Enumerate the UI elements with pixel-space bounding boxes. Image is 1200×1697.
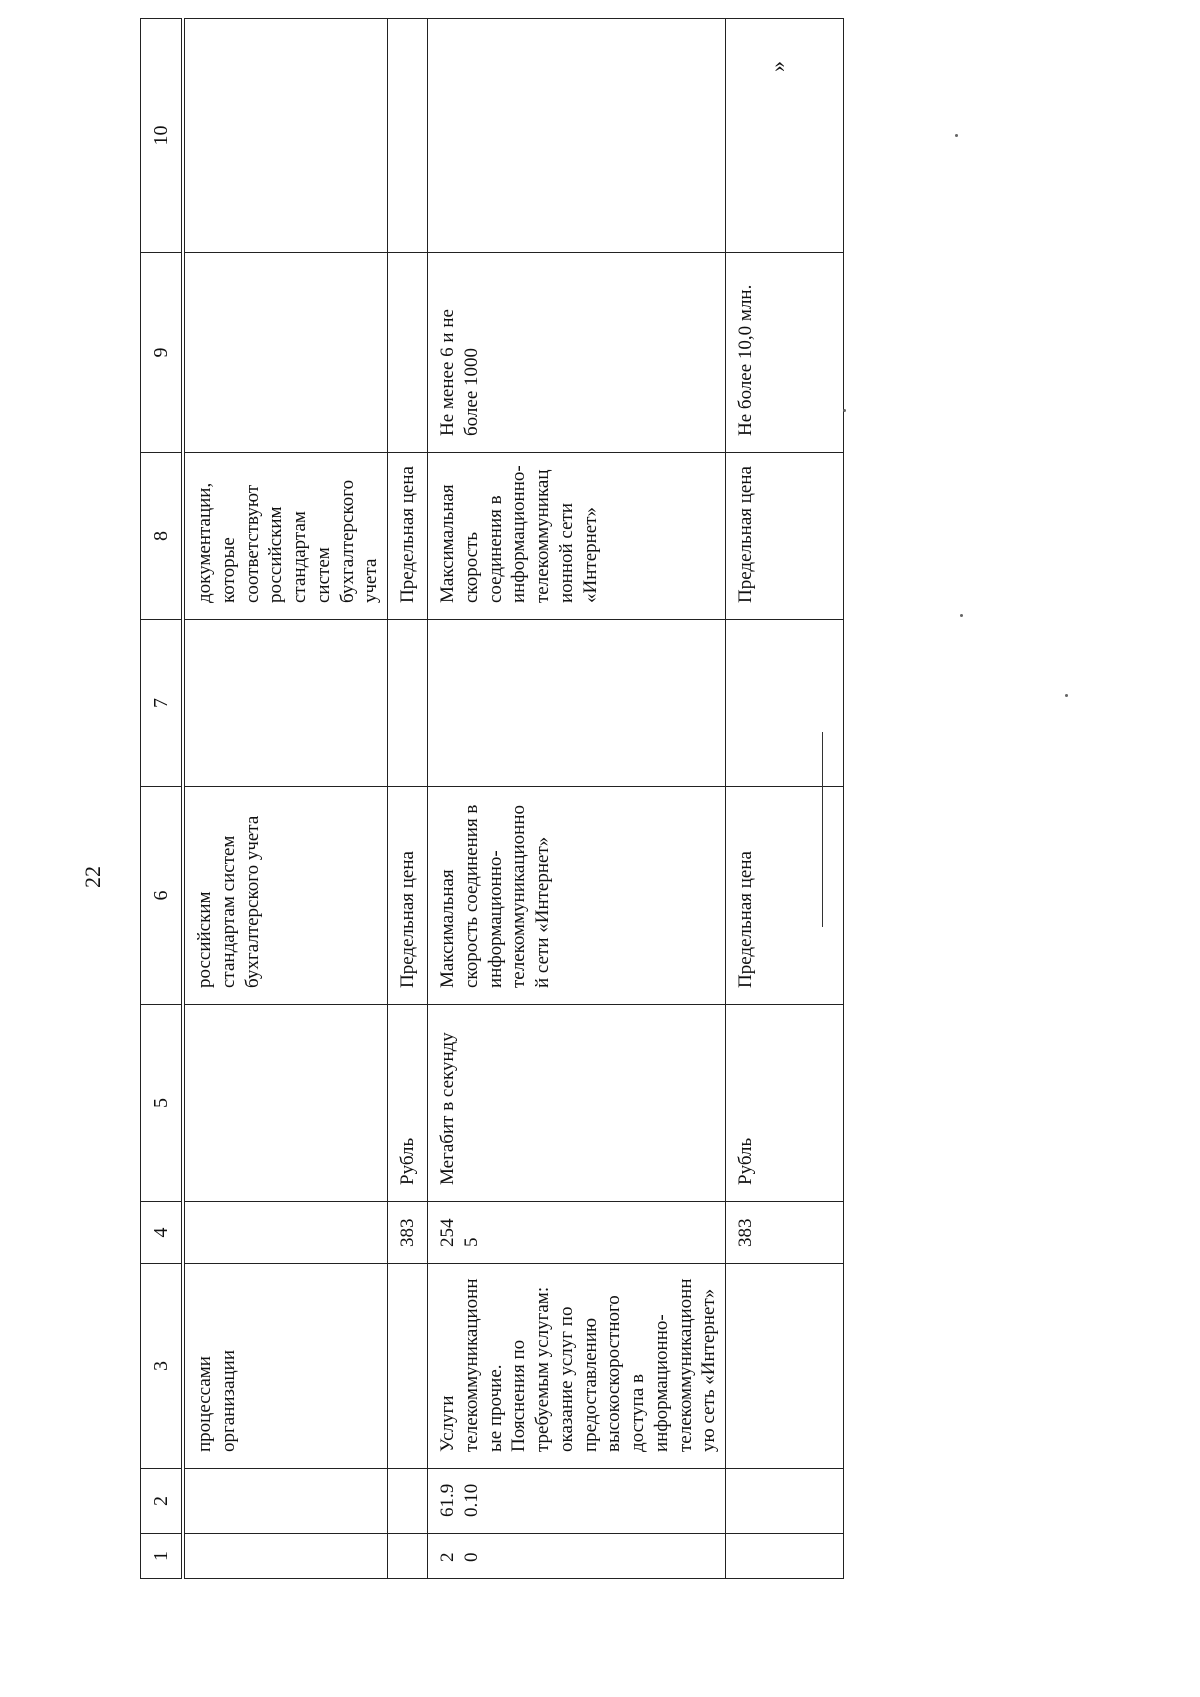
- table-cell: [388, 620, 428, 787]
- column-number: 7: [141, 620, 184, 787]
- table-cell: Не менее 6 и не более 1000: [428, 253, 726, 453]
- table-cell: [428, 19, 726, 253]
- column-number: 3: [141, 1264, 184, 1469]
- table-cell: [388, 253, 428, 453]
- footnote-separator-line: [822, 732, 823, 927]
- table-cell: Предельная цена: [388, 787, 428, 1005]
- table-cell: [388, 1534, 428, 1579]
- table-cell: российским стандартам систем бухгалтерского учета: [183, 787, 388, 1005]
- table-cell: 61.90.10: [428, 1469, 726, 1534]
- table-cell: [183, 1534, 388, 1579]
- scan-speck: [960, 614, 963, 617]
- table-cell: [183, 1005, 388, 1202]
- table-cell: 20: [428, 1534, 726, 1579]
- table-cell: Максимальная скорость соединения в информационно-телекоммуникационной сети «Интернет»: [428, 453, 726, 620]
- column-number: 5: [141, 1005, 184, 1202]
- table-cell: [388, 19, 428, 253]
- column-number: 2: [141, 1469, 184, 1534]
- table-cell: [726, 1264, 844, 1469]
- table-cell: процессами организации: [183, 1264, 388, 1469]
- column-number: 10: [141, 19, 184, 253]
- column-number: 1: [141, 1534, 184, 1579]
- table-cell: Предельная цена: [388, 453, 428, 620]
- page-number: 22: [80, 866, 105, 888]
- table-cell: [388, 1264, 428, 1469]
- table-cell: Предельная цена: [726, 453, 844, 620]
- table-cell: [726, 19, 844, 253]
- table-cell: [726, 620, 844, 787]
- table-cell: [388, 1469, 428, 1534]
- table-cell: Максимальная скорость соединения в информационно-телекоммуникационной сети «Интернет»: [428, 787, 726, 1005]
- table-cell: 2545: [428, 1202, 726, 1264]
- column-number: 4: [141, 1202, 184, 1264]
- column-number: 9: [141, 253, 184, 453]
- table-cell: Услуги телекоммуникационные прочие. Пояснения по требуемым услугам: оказание услуг по предоставлению высокоскоростного доступа в информационно-телекоммуникационную сеть «Интернет»: [428, 1264, 726, 1469]
- column-number: 8: [141, 453, 184, 620]
- table-cell: Рубль: [726, 1005, 844, 1202]
- table-cell: [428, 620, 726, 787]
- requirements-table-frame: [140, 19, 756, 1579]
- scan-speck: [955, 134, 958, 137]
- scan-speck: [843, 409, 846, 412]
- column-number: 6: [141, 787, 184, 1005]
- table-cell: [183, 19, 388, 253]
- column-number-row: [141, 19, 184, 1579]
- table-cell: Предельная цена: [726, 787, 844, 1005]
- scan-speck: [1065, 694, 1068, 697]
- table-row: [183, 19, 388, 1579]
- table-row: [726, 19, 844, 1579]
- table-cell: [726, 1534, 844, 1579]
- table-cell: [183, 1469, 388, 1534]
- closing-quote-mark: »: [765, 61, 790, 72]
- table-cell: Не более 10,0 млн.: [726, 253, 844, 453]
- table-cell: документации, которые соответствуют российским стандартам систем бухгалтерского учета: [183, 453, 388, 620]
- table-cell: 383: [388, 1202, 428, 1264]
- requirements-table: [140, 18, 844, 1579]
- table-cell: Мегабит в секунду: [428, 1005, 726, 1202]
- table-cell: 383: [726, 1202, 844, 1264]
- table-cell: [183, 1202, 388, 1264]
- table-row: [428, 19, 726, 1579]
- table-cell: [726, 1469, 844, 1534]
- table-cell: [183, 620, 388, 787]
- table-cell: [183, 253, 388, 453]
- table-cell: Рубль: [388, 1005, 428, 1202]
- table-row: [388, 19, 428, 1579]
